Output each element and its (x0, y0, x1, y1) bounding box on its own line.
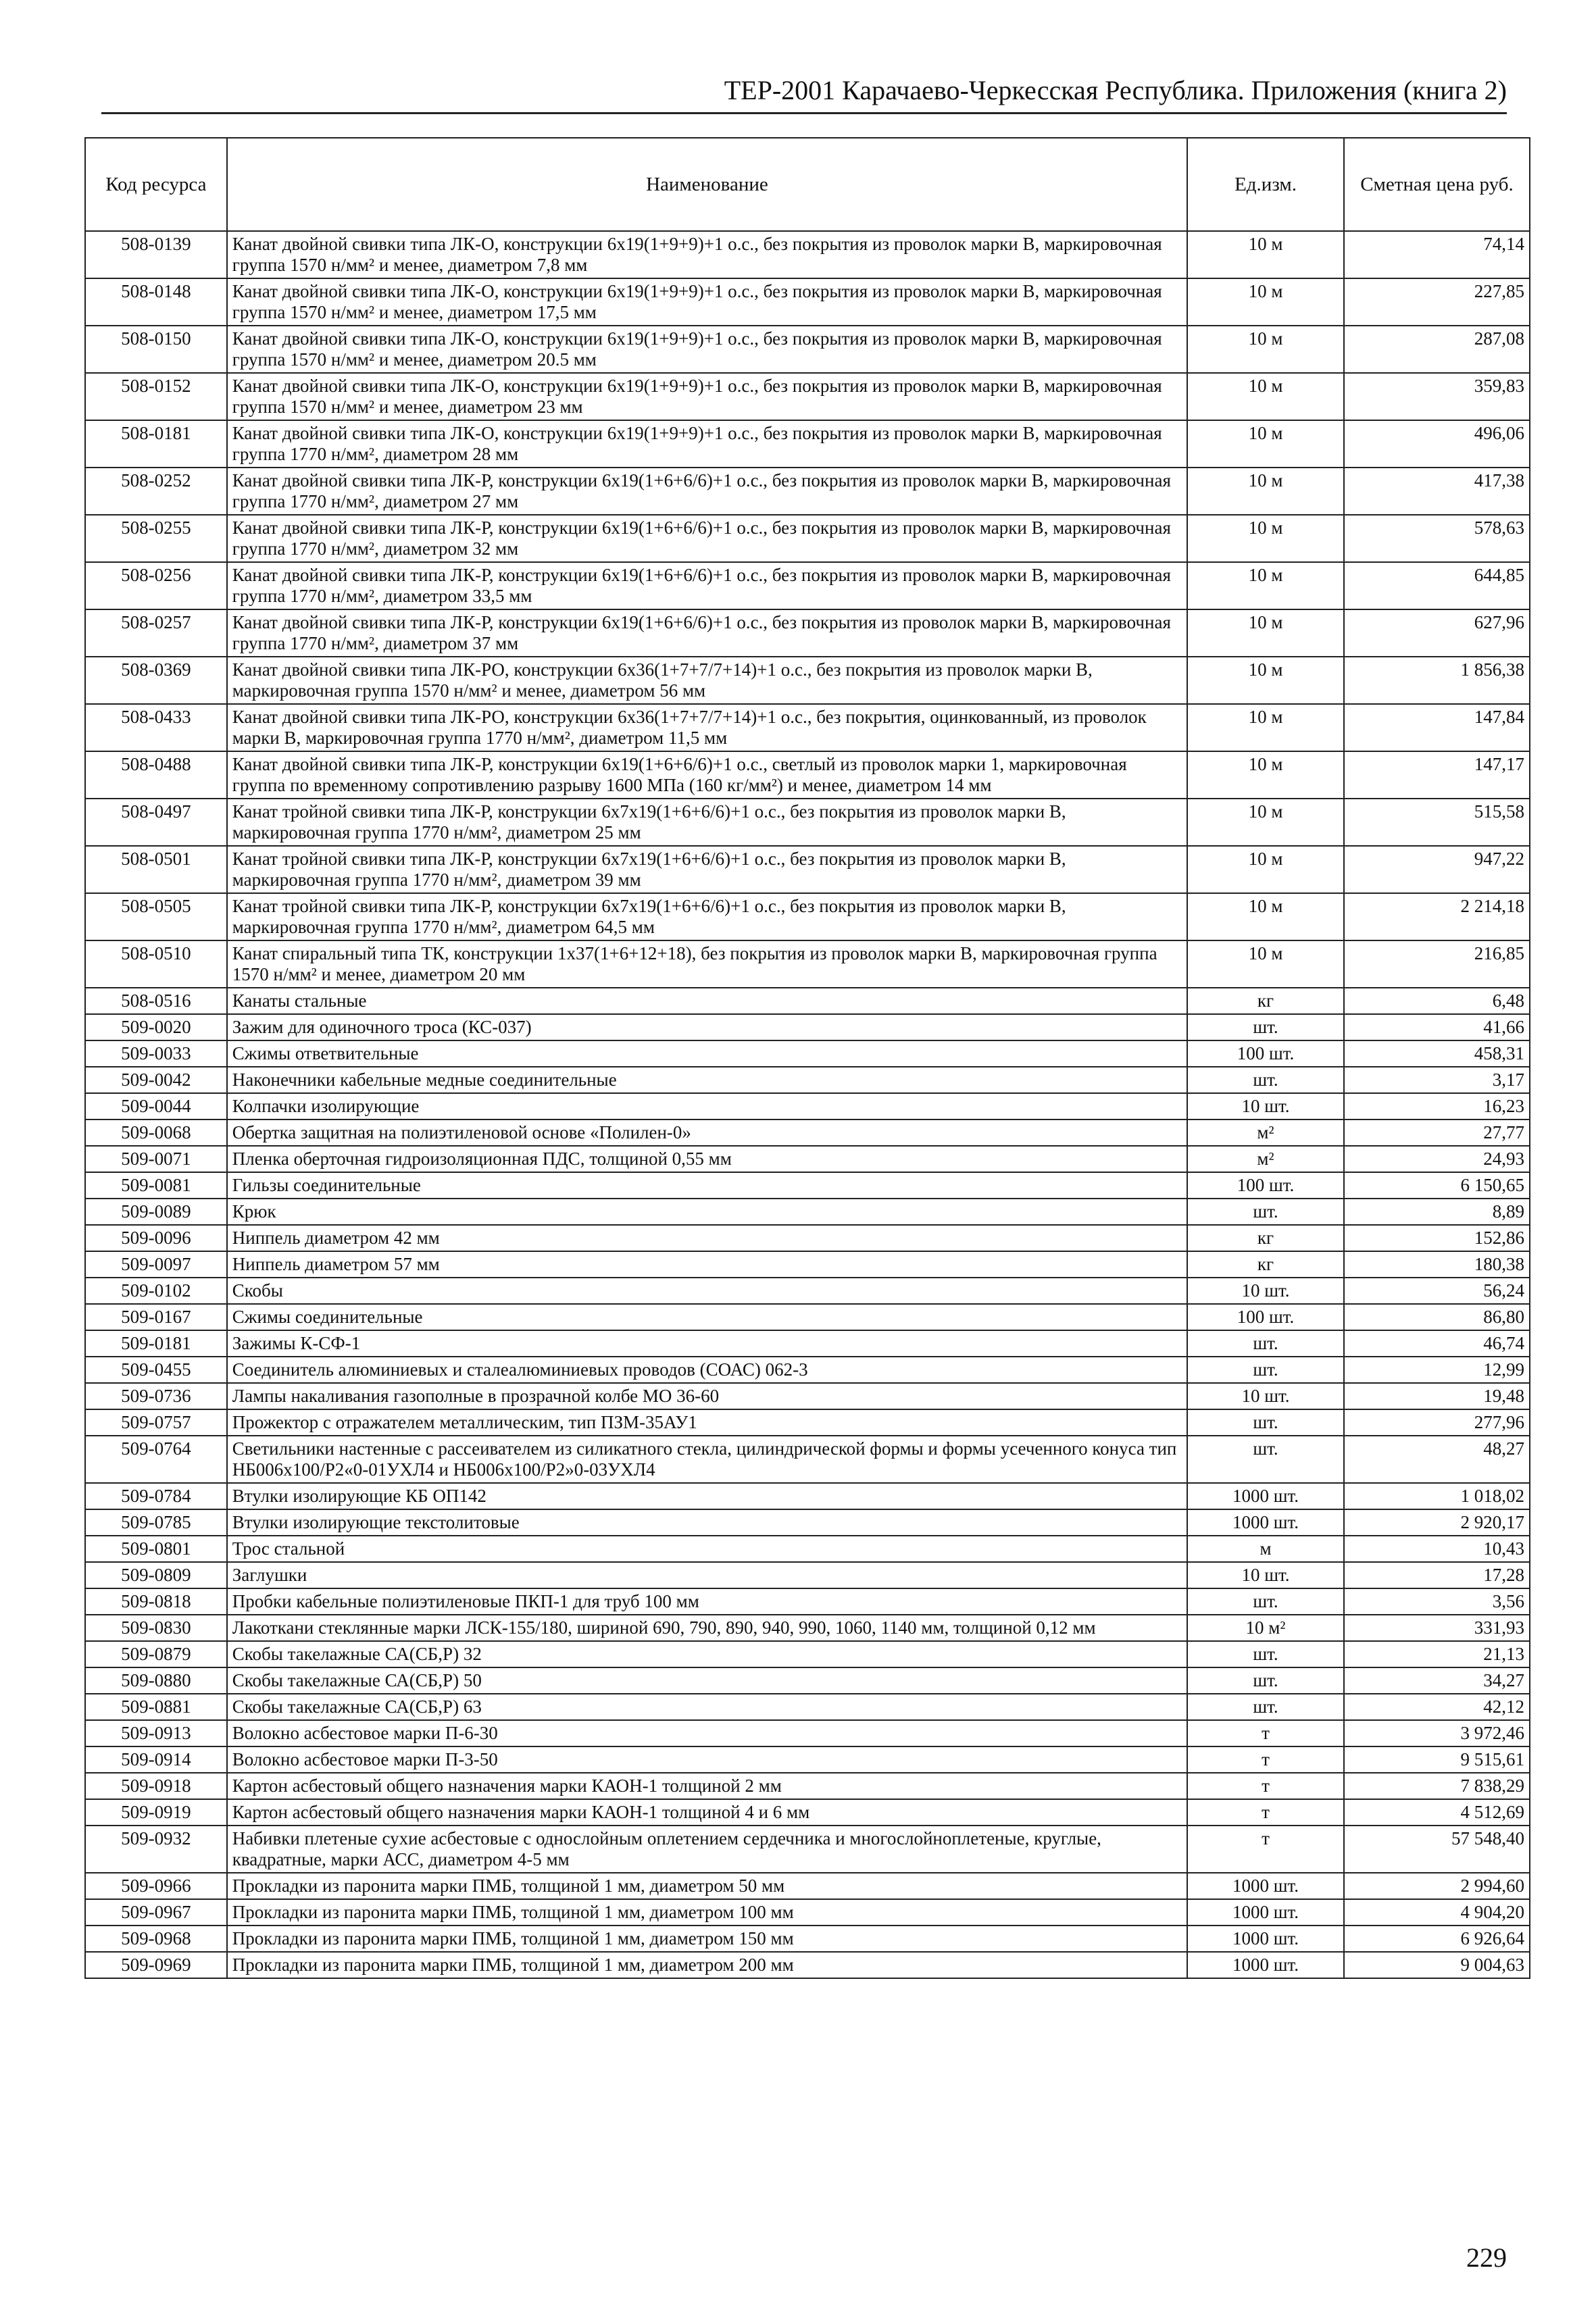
price-cell: 947,22 (1344, 846, 1530, 893)
price-cell: 2 920,17 (1344, 1509, 1530, 1536)
price-cell: 6 150,65 (1344, 1172, 1530, 1199)
price-cell: 287,08 (1344, 326, 1530, 373)
table-row (85, 1483, 1530, 1509)
resource-name-cell: Канат тройной свивки типа ЛК-Р, конструкции 6х7х19(1+6+6/6)+1 о.с., без покрытия из проволок марки В, маркировочная группа 1770 н/мм², диаметром 39 мм (227, 846, 1187, 893)
resource-name-cell: Гильзы соединительные (227, 1172, 1187, 1199)
unit-cell: 10 м (1187, 657, 1344, 704)
unit-cell: м (1187, 1536, 1344, 1562)
price-cell: 496,06 (1344, 420, 1530, 468)
unit-cell: 100 шт. (1187, 1172, 1344, 1199)
unit-cell: 10 м (1187, 562, 1344, 609)
resource-name-cell: Канат двойной свивки типа ЛК-Р, конструкции 6х19(1+6+6/6)+1 о.с., светлый из проволок марки 1, маркировочная группа по временному сопротивлению разрыву 1600 МПа (160 кг/мм²) и менее, диаметром 14 мм (227, 751, 1187, 799)
unit-cell: т (1187, 1720, 1344, 1746)
price-cell: 2 994,60 (1344, 1873, 1530, 1899)
unit-cell: т (1187, 1799, 1344, 1826)
table-row (85, 609, 1530, 657)
unit-cell: 1000 шт. (1187, 1509, 1344, 1536)
resource-name-cell: Сжимы соединительные (227, 1304, 1187, 1330)
unit-cell: шт. (1187, 1330, 1344, 1357)
resource-name-cell: Канат двойной свивки типа ЛК-О, конструкции 6х19(1+9+9)+1 о.с., без покрытия из проволок марки В, маркировочная группа 1570 н/мм² и менее, диаметром 23 мм (227, 373, 1187, 420)
price-cell: 331,93 (1344, 1615, 1530, 1641)
resource-code-cell: 509-0818 (85, 1588, 227, 1615)
resource-name-cell: Прокладки из паронита марки ПМБ, толщиной 1 мм, диаметром 100 мм (227, 1899, 1187, 1926)
table-row (85, 1409, 1530, 1436)
price-cell: 152,86 (1344, 1225, 1530, 1251)
price-cell: 9 004,63 (1344, 1952, 1530, 1978)
table-row (85, 1146, 1530, 1172)
resource-code-cell: 509-0081 (85, 1172, 227, 1199)
resource-code-cell: 509-0044 (85, 1093, 227, 1120)
resource-code-cell: 509-0097 (85, 1251, 227, 1278)
unit-cell: м² (1187, 1146, 1344, 1172)
price-cell: 12,99 (1344, 1357, 1530, 1383)
resource-name-cell: Светильники настенные с рассеивателем из силикатного стекла, цилиндрической формы и формы усеченного конуса тип НБ006х100/Р2«0-01УХЛ4 и НБ006х100/Р2»0-03УХЛ4 (227, 1436, 1187, 1483)
unit-cell: кг (1187, 988, 1344, 1014)
price-cell: 19,48 (1344, 1383, 1530, 1409)
price-cell: 3,17 (1344, 1067, 1530, 1093)
price-cell: 34,27 (1344, 1667, 1530, 1694)
resource-code-cell: 509-0757 (85, 1409, 227, 1436)
unit-cell: 10 м (1187, 846, 1344, 893)
price-cell: 1 018,02 (1344, 1483, 1530, 1509)
unit-cell: 10 м (1187, 751, 1344, 799)
unit-cell: 10 м (1187, 326, 1344, 373)
resource-name-cell: Прокладки из паронита марки ПМБ, толщиной 1 мм, диаметром 150 мм (227, 1926, 1187, 1952)
resource-code-cell: 509-0167 (85, 1304, 227, 1330)
price-cell: 147,17 (1344, 751, 1530, 799)
resource-code-cell: 509-0181 (85, 1330, 227, 1357)
resource-code-cell: 509-0881 (85, 1694, 227, 1720)
price-cell: 458,31 (1344, 1040, 1530, 1067)
unit-cell: 10 м (1187, 373, 1344, 420)
resource-name-cell: Скобы (227, 1278, 1187, 1304)
table-row (85, 468, 1530, 515)
resource-name-cell: Лакоткани стеклянные марки ЛСК-155/180, шириной 690, 790, 890, 940, 990, 1060, 1140 мм, толщиной 0,12 мм (227, 1615, 1187, 1641)
resource-code-cell: 509-0785 (85, 1509, 227, 1536)
unit-cell: 10 м (1187, 893, 1344, 940)
resource-code-cell: 509-0096 (85, 1225, 227, 1251)
resource-code-cell: 509-0071 (85, 1146, 227, 1172)
resource-code-cell: 508-0148 (85, 278, 227, 326)
unit-cell: шт. (1187, 1014, 1344, 1040)
column-header-price: Сметная цена руб. (1344, 138, 1530, 231)
resource-name-cell: Колпачки изолирующие (227, 1093, 1187, 1120)
unit-cell: 10 м (1187, 278, 1344, 326)
price-cell: 17,28 (1344, 1562, 1530, 1588)
resource-code-cell: 508-0150 (85, 326, 227, 373)
resource-code-cell: 508-0152 (85, 373, 227, 420)
table-row (85, 1641, 1530, 1667)
price-cell: 277,96 (1344, 1409, 1530, 1436)
table-row (85, 1067, 1530, 1093)
resource-name-cell: Волокно асбестовое марки П-6-30 (227, 1720, 1187, 1746)
resource-name-cell: Трос стальной (227, 1536, 1187, 1562)
price-cell: 86,80 (1344, 1304, 1530, 1330)
price-cell: 578,63 (1344, 515, 1530, 562)
unit-cell: т (1187, 1826, 1344, 1873)
resource-code-cell: 509-0455 (85, 1357, 227, 1383)
resource-code-cell: 509-0830 (85, 1615, 227, 1641)
resource-name-cell: Скобы такелажные СА(СБ,Р) 32 (227, 1641, 1187, 1667)
table-row (85, 1588, 1530, 1615)
resource-name-cell: Канат двойной свивки типа ЛК-Р, конструкции 6х19(1+6+6/6)+1 о.с., без покрытия из проволок марки В, маркировочная группа 1770 н/мм², диаметром 32 мм (227, 515, 1187, 562)
table-row (85, 799, 1530, 846)
price-cell: 9 515,61 (1344, 1746, 1530, 1773)
table-row (85, 1926, 1530, 1952)
table-row (85, 1952, 1530, 1978)
resource-name-cell: Канат двойной свивки типа ЛК-О, конструкции 6х19(1+9+9)+1 о.с., без покрытия из проволок марки В, маркировочная группа 1570 н/мм² и менее, диаметром 20.5 мм (227, 326, 1187, 373)
price-cell: 417,38 (1344, 468, 1530, 515)
resource-name-cell: Канат тройной свивки типа ЛК-Р, конструкции 6х7х19(1+6+6/6)+1 о.с., без покрытия из проволок марки В, маркировочная группа 1770 н/мм², диаметром 25 мм (227, 799, 1187, 846)
table-row (85, 278, 1530, 326)
table-row (85, 515, 1530, 562)
unit-cell: 10 м (1187, 515, 1344, 562)
resource-code-cell: 509-0736 (85, 1383, 227, 1409)
unit-cell: кг (1187, 1251, 1344, 1278)
table-row (85, 1357, 1530, 1383)
price-cell: 644,85 (1344, 562, 1530, 609)
unit-cell: т (1187, 1773, 1344, 1799)
resource-code-cell: 508-0255 (85, 515, 227, 562)
resource-name-cell: Канат двойной свивки типа ЛК-РО, конструкции 6х36(1+7+7/7+14)+1 о.с., без покрытия из проволок марки В, маркировочная группа 1570 н/мм² и менее, диаметром 56 мм (227, 657, 1187, 704)
resource-code-cell: 509-0764 (85, 1436, 227, 1483)
resource-code-cell: 509-0102 (85, 1278, 227, 1304)
resource-name-cell: Канат двойной свивки типа ЛК-РО, конструкции 6х36(1+7+7/7+14)+1 о.с., без покрытия, оцинкованный, из проволок марки В, маркировочная группа 1770 н/мм², диаметром 11,5 мм (227, 704, 1187, 751)
table-row (85, 751, 1530, 799)
resource-code-cell: 509-0918 (85, 1773, 227, 1799)
resource-name-cell: Зажим для одиночного троса (КС-037) (227, 1014, 1187, 1040)
price-cell: 46,74 (1344, 1330, 1530, 1357)
resource-name-cell: Канат тройной свивки типа ЛК-Р, конструкции 6х7х19(1+6+6/6)+1 о.с., без покрытия из проволок марки В, маркировочная группа 1770 н/мм², диаметром 64,5 мм (227, 893, 1187, 940)
table-header-row (85, 138, 1530, 231)
price-cell: 57 548,40 (1344, 1826, 1530, 1873)
page-number: 229 (1466, 2242, 1507, 2273)
resource-code-cell: 508-0433 (85, 704, 227, 751)
unit-cell: т (1187, 1746, 1344, 1773)
price-cell: 74,14 (1344, 231, 1530, 278)
unit-cell: шт. (1187, 1667, 1344, 1694)
table-row (85, 704, 1530, 751)
unit-cell: 1000 шт. (1187, 1873, 1344, 1899)
table-row (85, 1509, 1530, 1536)
resource-code-cell: 508-0497 (85, 799, 227, 846)
unit-cell: 10 м (1187, 420, 1344, 468)
resource-code-cell: 509-0932 (85, 1826, 227, 1873)
unit-cell: 10 шт. (1187, 1278, 1344, 1304)
price-cell: 627,96 (1344, 609, 1530, 657)
resource-code-cell: 509-0068 (85, 1120, 227, 1146)
resource-code-cell: 508-0510 (85, 940, 227, 988)
resource-name-cell: Втулки изолирующие текстолитовые (227, 1509, 1187, 1536)
table-row (85, 1251, 1530, 1278)
resource-name-cell: Наконечники кабельные медные соединительные (227, 1067, 1187, 1093)
table-row (85, 562, 1530, 609)
page-header (101, 74, 1507, 114)
resource-name-cell: Лампы накаливания газополные в прозрачной колбе МО 36-60 (227, 1383, 1187, 1409)
resource-name-cell: Картон асбестовый общего назначения марки КАОН-1 толщиной 2 мм (227, 1773, 1187, 1799)
price-cell: 147,84 (1344, 704, 1530, 751)
price-cell: 16,23 (1344, 1093, 1530, 1120)
unit-cell: 100 шт. (1187, 1304, 1344, 1330)
resource-name-cell: Прожектор с отражателем металлическим, тип ПЗМ-35АУ1 (227, 1409, 1187, 1436)
resource-name-cell: Волокно асбестовое марки П-3-50 (227, 1746, 1187, 1773)
resource-code-cell: 508-0505 (85, 893, 227, 940)
price-cell: 180,38 (1344, 1251, 1530, 1278)
price-cell: 1 856,38 (1344, 657, 1530, 704)
table-row (85, 1826, 1530, 1873)
price-cell: 227,85 (1344, 278, 1530, 326)
document-title: ТЕР-2001 Карачаево-Черкесская Республика. Приложения (книга 2) (724, 75, 1507, 105)
unit-cell: шт. (1187, 1588, 1344, 1615)
unit-cell: 10 м (1187, 231, 1344, 278)
resource-code-cell: 509-0042 (85, 1067, 227, 1093)
table-row (85, 657, 1530, 704)
table-row (85, 1172, 1530, 1199)
table-row (85, 1799, 1530, 1826)
table-row (85, 1746, 1530, 1773)
column-header-code: Код ресурса (85, 138, 227, 231)
price-cell: 48,27 (1344, 1436, 1530, 1483)
price-cell: 21,13 (1344, 1641, 1530, 1667)
unit-cell: 1000 шт. (1187, 1899, 1344, 1926)
resource-code-cell: 509-0913 (85, 1720, 227, 1746)
price-cell: 4 904,20 (1344, 1899, 1530, 1926)
table-row (85, 1436, 1530, 1483)
resource-code-cell: 508-0369 (85, 657, 227, 704)
unit-cell: 10 шт. (1187, 1562, 1344, 1588)
resource-name-cell: Картон асбестовый общего назначения марки КАОН-1 толщиной 4 и 6 мм (227, 1799, 1187, 1826)
price-cell: 56,24 (1344, 1278, 1530, 1304)
resource-code-cell: 508-0257 (85, 609, 227, 657)
table-row (85, 231, 1530, 278)
unit-cell: шт. (1187, 1694, 1344, 1720)
price-cell: 3 972,46 (1344, 1720, 1530, 1746)
resource-name-cell: Пленка оберточная гидроизоляционная ПДС, толщиной 0,55 мм (227, 1146, 1187, 1172)
table-row (85, 1899, 1530, 1926)
resource-name-cell: Канаты стальные (227, 988, 1187, 1014)
resource-code-cell: 508-0488 (85, 751, 227, 799)
resource-code-cell: 508-0256 (85, 562, 227, 609)
table-row (85, 1225, 1530, 1251)
resource-code-cell: 508-0252 (85, 468, 227, 515)
table-row (85, 1694, 1530, 1720)
price-cell: 24,93 (1344, 1146, 1530, 1172)
resource-name-cell: Прокладки из паронита марки ПМБ, толщиной 1 мм, диаметром 200 мм (227, 1952, 1187, 1978)
resource-code-cell: 509-0809 (85, 1562, 227, 1588)
table-row (85, 1562, 1530, 1588)
resource-name-cell: Обертка защитная на полиэтиленовой основе «Полилен-0» (227, 1120, 1187, 1146)
resource-price-table (84, 137, 1530, 1979)
table-row (85, 1304, 1530, 1330)
resource-code-cell: 509-0801 (85, 1536, 227, 1562)
unit-cell: 10 шт. (1187, 1383, 1344, 1409)
unit-cell: шт. (1187, 1199, 1344, 1225)
resource-name-cell: Канат спиральный типа ТК, конструкции 1х37(1+6+12+18), без покрытия из проволок марки В, маркировочная группа 1570 н/мм² и менее, диаметром 20 мм (227, 940, 1187, 988)
resource-name-cell: Канат двойной свивки типа ЛК-Р, конструкции 6х19(1+6+6/6)+1 о.с., без покрытия из проволок марки В, маркировочная группа 1770 н/мм², диаметром 33,5 мм (227, 562, 1187, 609)
table-row (85, 1667, 1530, 1694)
price-cell: 216,85 (1344, 940, 1530, 988)
resource-name-cell: Заглушки (227, 1562, 1187, 1588)
unit-cell: 10 м (1187, 799, 1344, 846)
unit-cell: шт. (1187, 1067, 1344, 1093)
resource-name-cell: Канат двойной свивки типа ЛК-О, конструкции 6х19(1+9+9)+1 о.с., без покрытия из проволок марки В, маркировочная группа 1570 н/мм² и менее, диаметром 17,5 мм (227, 278, 1187, 326)
table-header (85, 138, 1530, 231)
unit-cell: шт. (1187, 1436, 1344, 1483)
price-cell: 7 838,29 (1344, 1773, 1530, 1799)
resource-code-cell: 509-0969 (85, 1952, 227, 1978)
table-row (85, 1873, 1530, 1899)
resource-code-cell: 509-0880 (85, 1667, 227, 1694)
table-body (85, 231, 1530, 1978)
resource-name-cell: Сжимы ответвительные (227, 1040, 1187, 1067)
table-row (85, 420, 1530, 468)
price-cell: 515,58 (1344, 799, 1530, 846)
unit-cell: 10 м (1187, 609, 1344, 657)
table-row (85, 373, 1530, 420)
resource-name-cell: Канат двойной свивки типа ЛК-Р, конструкции 6х19(1+6+6/6)+1 о.с., без покрытия из проволок марки В, маркировочная группа 1770 н/мм², диаметром 27 мм (227, 468, 1187, 515)
resource-name-cell: Канат двойной свивки типа ЛК-О, конструкции 6х19(1+9+9)+1 о.с., без покрытия из проволок марки В, маркировочная группа 1770 н/мм², диаметром 28 мм (227, 420, 1187, 468)
unit-cell: 10 м (1187, 468, 1344, 515)
price-cell: 8,89 (1344, 1199, 1530, 1225)
resource-code-cell: 509-0020 (85, 1014, 227, 1040)
column-header-name: Наименование (227, 138, 1187, 231)
resource-name-cell: Набивки плетеные сухие асбестовые с однослойным оплетением сердечника и многослойноплетеные, круглые, квадратные, марки АСС, диаметром 4-5 мм (227, 1826, 1187, 1873)
resource-name-cell: Канат двойной свивки типа ЛК-Р, конструкции 6х19(1+6+6/6)+1 о.с., без покрытия из проволок марки В, маркировочная группа 1770 н/мм², диаметром 37 мм (227, 609, 1187, 657)
price-cell: 2 214,18 (1344, 893, 1530, 940)
resource-code-cell: 508-0516 (85, 988, 227, 1014)
resource-code-cell: 509-0089 (85, 1199, 227, 1225)
unit-cell: 1000 шт. (1187, 1952, 1344, 1978)
table-row (85, 1093, 1530, 1120)
resource-code-cell: 509-0966 (85, 1873, 227, 1899)
table-row (85, 940, 1530, 988)
resource-code-cell: 509-0784 (85, 1483, 227, 1509)
table-row (85, 1330, 1530, 1357)
price-cell: 27,77 (1344, 1120, 1530, 1146)
resource-name-cell: Скобы такелажные СА(СБ,Р) 50 (227, 1667, 1187, 1694)
table-row (85, 1720, 1530, 1746)
resource-name-cell: Ниппель диаметром 57 мм (227, 1251, 1187, 1278)
resource-name-cell: Канат двойной свивки типа ЛК-О, конструкции 6х19(1+9+9)+1 о.с., без покрытия из проволок марки В, маркировочная группа 1570 н/мм² и менее, диаметром 7,8 мм (227, 231, 1187, 278)
table-row (85, 1615, 1530, 1641)
table-row (85, 326, 1530, 373)
resource-code-cell: 509-0919 (85, 1799, 227, 1826)
table-row (85, 1278, 1530, 1304)
resource-name-cell: Прокладки из паронита марки ПМБ, толщиной 1 мм, диаметром 50 мм (227, 1873, 1187, 1899)
table-row (85, 893, 1530, 940)
resource-name-cell: Втулки изолирующие КБ ОП142 (227, 1483, 1187, 1509)
resource-code-cell: 509-0879 (85, 1641, 227, 1667)
price-cell: 6,48 (1344, 988, 1530, 1014)
resource-code-cell: 509-0033 (85, 1040, 227, 1067)
resource-name-cell: Скобы такелажные СА(СБ,Р) 63 (227, 1694, 1187, 1720)
resource-code-cell: 508-0139 (85, 231, 227, 278)
resource-name-cell: Соединитель алюминиевых и сталеалюминиевых проводов (СОАС) 062-3 (227, 1357, 1187, 1383)
price-cell: 42,12 (1344, 1694, 1530, 1720)
resource-code-cell: 508-0501 (85, 846, 227, 893)
unit-cell: кг (1187, 1225, 1344, 1251)
resource-name-cell: Пробки кабельные полиэтиленовые ПКП-1 для труб 100 мм (227, 1588, 1187, 1615)
table-row (85, 1383, 1530, 1409)
price-cell: 359,83 (1344, 373, 1530, 420)
table-row (85, 1014, 1530, 1040)
resource-name-cell: Крюк (227, 1199, 1187, 1225)
unit-cell: 10 м² (1187, 1615, 1344, 1641)
resource-name-cell: Ниппель диаметром 42 мм (227, 1225, 1187, 1251)
resource-code-cell: 509-0968 (85, 1926, 227, 1952)
resource-code-cell: 509-0914 (85, 1746, 227, 1773)
resource-code-cell: 509-0967 (85, 1899, 227, 1926)
price-cell: 41,66 (1344, 1014, 1530, 1040)
resource-code-cell: 508-0181 (85, 420, 227, 468)
unit-cell: 10 м (1187, 704, 1344, 751)
resource-name-cell: Зажимы К-СФ-1 (227, 1330, 1187, 1357)
price-cell: 3,56 (1344, 1588, 1530, 1615)
table-row (85, 846, 1530, 893)
unit-cell: шт. (1187, 1357, 1344, 1383)
table-row (85, 1199, 1530, 1225)
table-row (85, 1120, 1530, 1146)
unit-cell: м² (1187, 1120, 1344, 1146)
unit-cell: 10 шт. (1187, 1093, 1344, 1120)
table-row (85, 988, 1530, 1014)
unit-cell: 1000 шт. (1187, 1926, 1344, 1952)
table-row (85, 1040, 1530, 1067)
price-cell: 4 512,69 (1344, 1799, 1530, 1826)
unit-cell: 1000 шт. (1187, 1483, 1344, 1509)
unit-cell: шт. (1187, 1409, 1344, 1436)
table-row (85, 1773, 1530, 1799)
unit-cell: шт. (1187, 1641, 1344, 1667)
price-cell: 6 926,64 (1344, 1926, 1530, 1952)
unit-cell: 10 м (1187, 940, 1344, 988)
price-cell: 10,43 (1344, 1536, 1530, 1562)
unit-cell: 100 шт. (1187, 1040, 1344, 1067)
table-row (85, 1536, 1530, 1562)
column-header-unit: Ед.изм. (1187, 138, 1344, 231)
